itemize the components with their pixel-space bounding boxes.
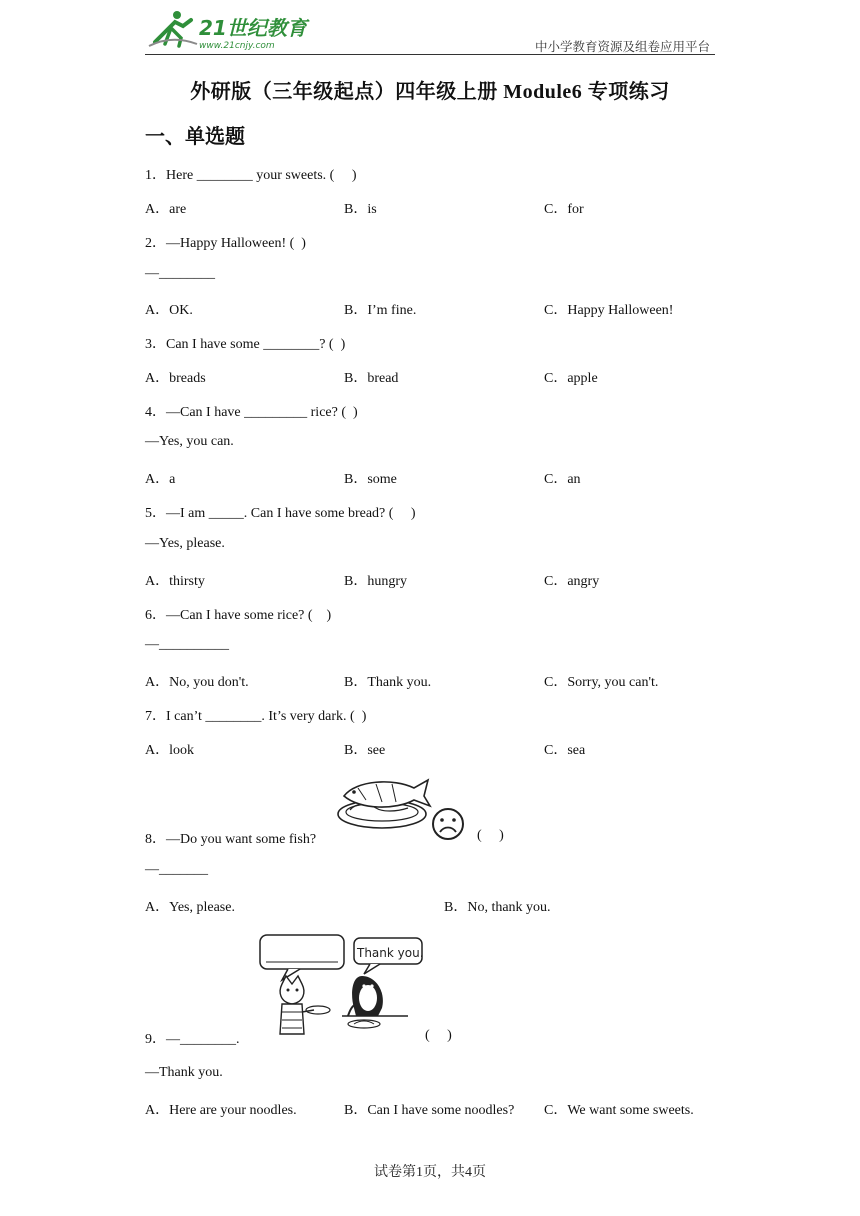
- question-6-stem: 6．—Can I have some rice? ( ): [145, 608, 332, 623]
- section-title: 一、单选题: [145, 126, 245, 148]
- question-4-option-a[interactable]: A．a: [145, 472, 176, 487]
- header-divider: [145, 54, 715, 55]
- question-7-option-a[interactable]: A．look: [145, 743, 194, 758]
- question-6-option-a[interactable]: A．No, you don't.: [145, 675, 249, 690]
- question-6-option-b[interactable]: B．Thank you.: [344, 675, 432, 690]
- question-7-stem: 7．I can’t ________. It’s very dark. ( ): [145, 709, 367, 724]
- logo-text: 21世纪教育: [199, 16, 307, 40]
- thank-you-bubble-text: Thank you.: [357, 946, 424, 960]
- question-8-answer-bracket: ( ): [477, 828, 504, 843]
- question-5-reply: —Yes, please.: [145, 536, 225, 551]
- question-5-option-a[interactable]: A．thirsty: [145, 574, 205, 589]
- question-2-option-c[interactable]: C．Happy Halloween!: [544, 303, 674, 318]
- question-4-reply: —Yes, you can.: [145, 434, 234, 449]
- logo-url: www.21cnjy.com: [199, 41, 275, 51]
- question-3-option-b[interactable]: B．bread: [344, 371, 399, 386]
- question-9-option-c[interactable]: C．We want some sweets.: [544, 1103, 694, 1118]
- question-8-option-b[interactable]: B．No, thank you.: [444, 900, 551, 915]
- question-4-option-b[interactable]: B．some: [344, 472, 397, 487]
- question-3-stem: 3．Can I have some ________? ( ): [145, 337, 346, 352]
- question-4-stem: 4．—Can I have _________ rice? ( ): [145, 405, 358, 420]
- question-2-option-a[interactable]: A．OK.: [145, 303, 193, 318]
- question-1-option-a[interactable]: A．are: [145, 202, 187, 217]
- logo: [145, 8, 315, 52]
- question-8-stem: 8．—Do you want some fish?: [145, 832, 317, 847]
- page-footer: 试卷第1页，共4页: [374, 1165, 486, 1180]
- question-3-option-a[interactable]: A．breads: [145, 371, 206, 386]
- question-2-answer-line: —________: [145, 266, 215, 281]
- question-8-option-a[interactable]: A．Yes, please.: [145, 900, 235, 915]
- logo-graphic: [145, 8, 315, 52]
- question-2-stem: 2．—Happy Halloween! ( ): [145, 236, 306, 251]
- question-6-answer-line: —__________: [145, 637, 229, 652]
- fish-plate-sad-face-picture: [336, 774, 476, 840]
- cat-and-penguin-dialogue-picture: [252, 932, 428, 1036]
- question-1-option-c[interactable]: C．for: [544, 202, 584, 217]
- question-2-option-b[interactable]: B．I’m fine.: [344, 303, 417, 318]
- question-9-stem: 9．—________.: [145, 1032, 240, 1047]
- question-9-option-a[interactable]: A．Here are your noodles.: [145, 1103, 297, 1118]
- document-title: 外研版（三年级起点）四年级上册 Module6 专项练习: [190, 81, 670, 103]
- question-4-option-c[interactable]: C．an: [544, 472, 581, 487]
- question-3-option-c[interactable]: C．apple: [544, 371, 598, 386]
- question-9-reply: —Thank you.: [145, 1065, 223, 1080]
- question-1-stem: 1．Here ________ your sweets. ( ): [145, 168, 357, 183]
- question-6-option-c[interactable]: C．Sorry, you can't.: [544, 675, 659, 690]
- question-1-option-b[interactable]: B．is: [344, 202, 377, 217]
- question-5-option-c[interactable]: C．angry: [544, 574, 600, 589]
- question-9-option-b[interactable]: B．Can I have some noodles?: [344, 1103, 515, 1118]
- platform-label: 中小学教育资源及组卷应用平台: [534, 39, 710, 54]
- question-7-option-b[interactable]: B．see: [344, 743, 386, 758]
- question-5-option-b[interactable]: B．hungry: [344, 574, 407, 589]
- question-5-stem: 5．—I am _____. Can I have some bread? ( ): [145, 506, 416, 521]
- question-8-answer-line: —_______: [145, 862, 208, 877]
- question-9-answer-bracket: ( ): [425, 1028, 452, 1043]
- question-7-option-c[interactable]: C．sea: [544, 743, 586, 758]
